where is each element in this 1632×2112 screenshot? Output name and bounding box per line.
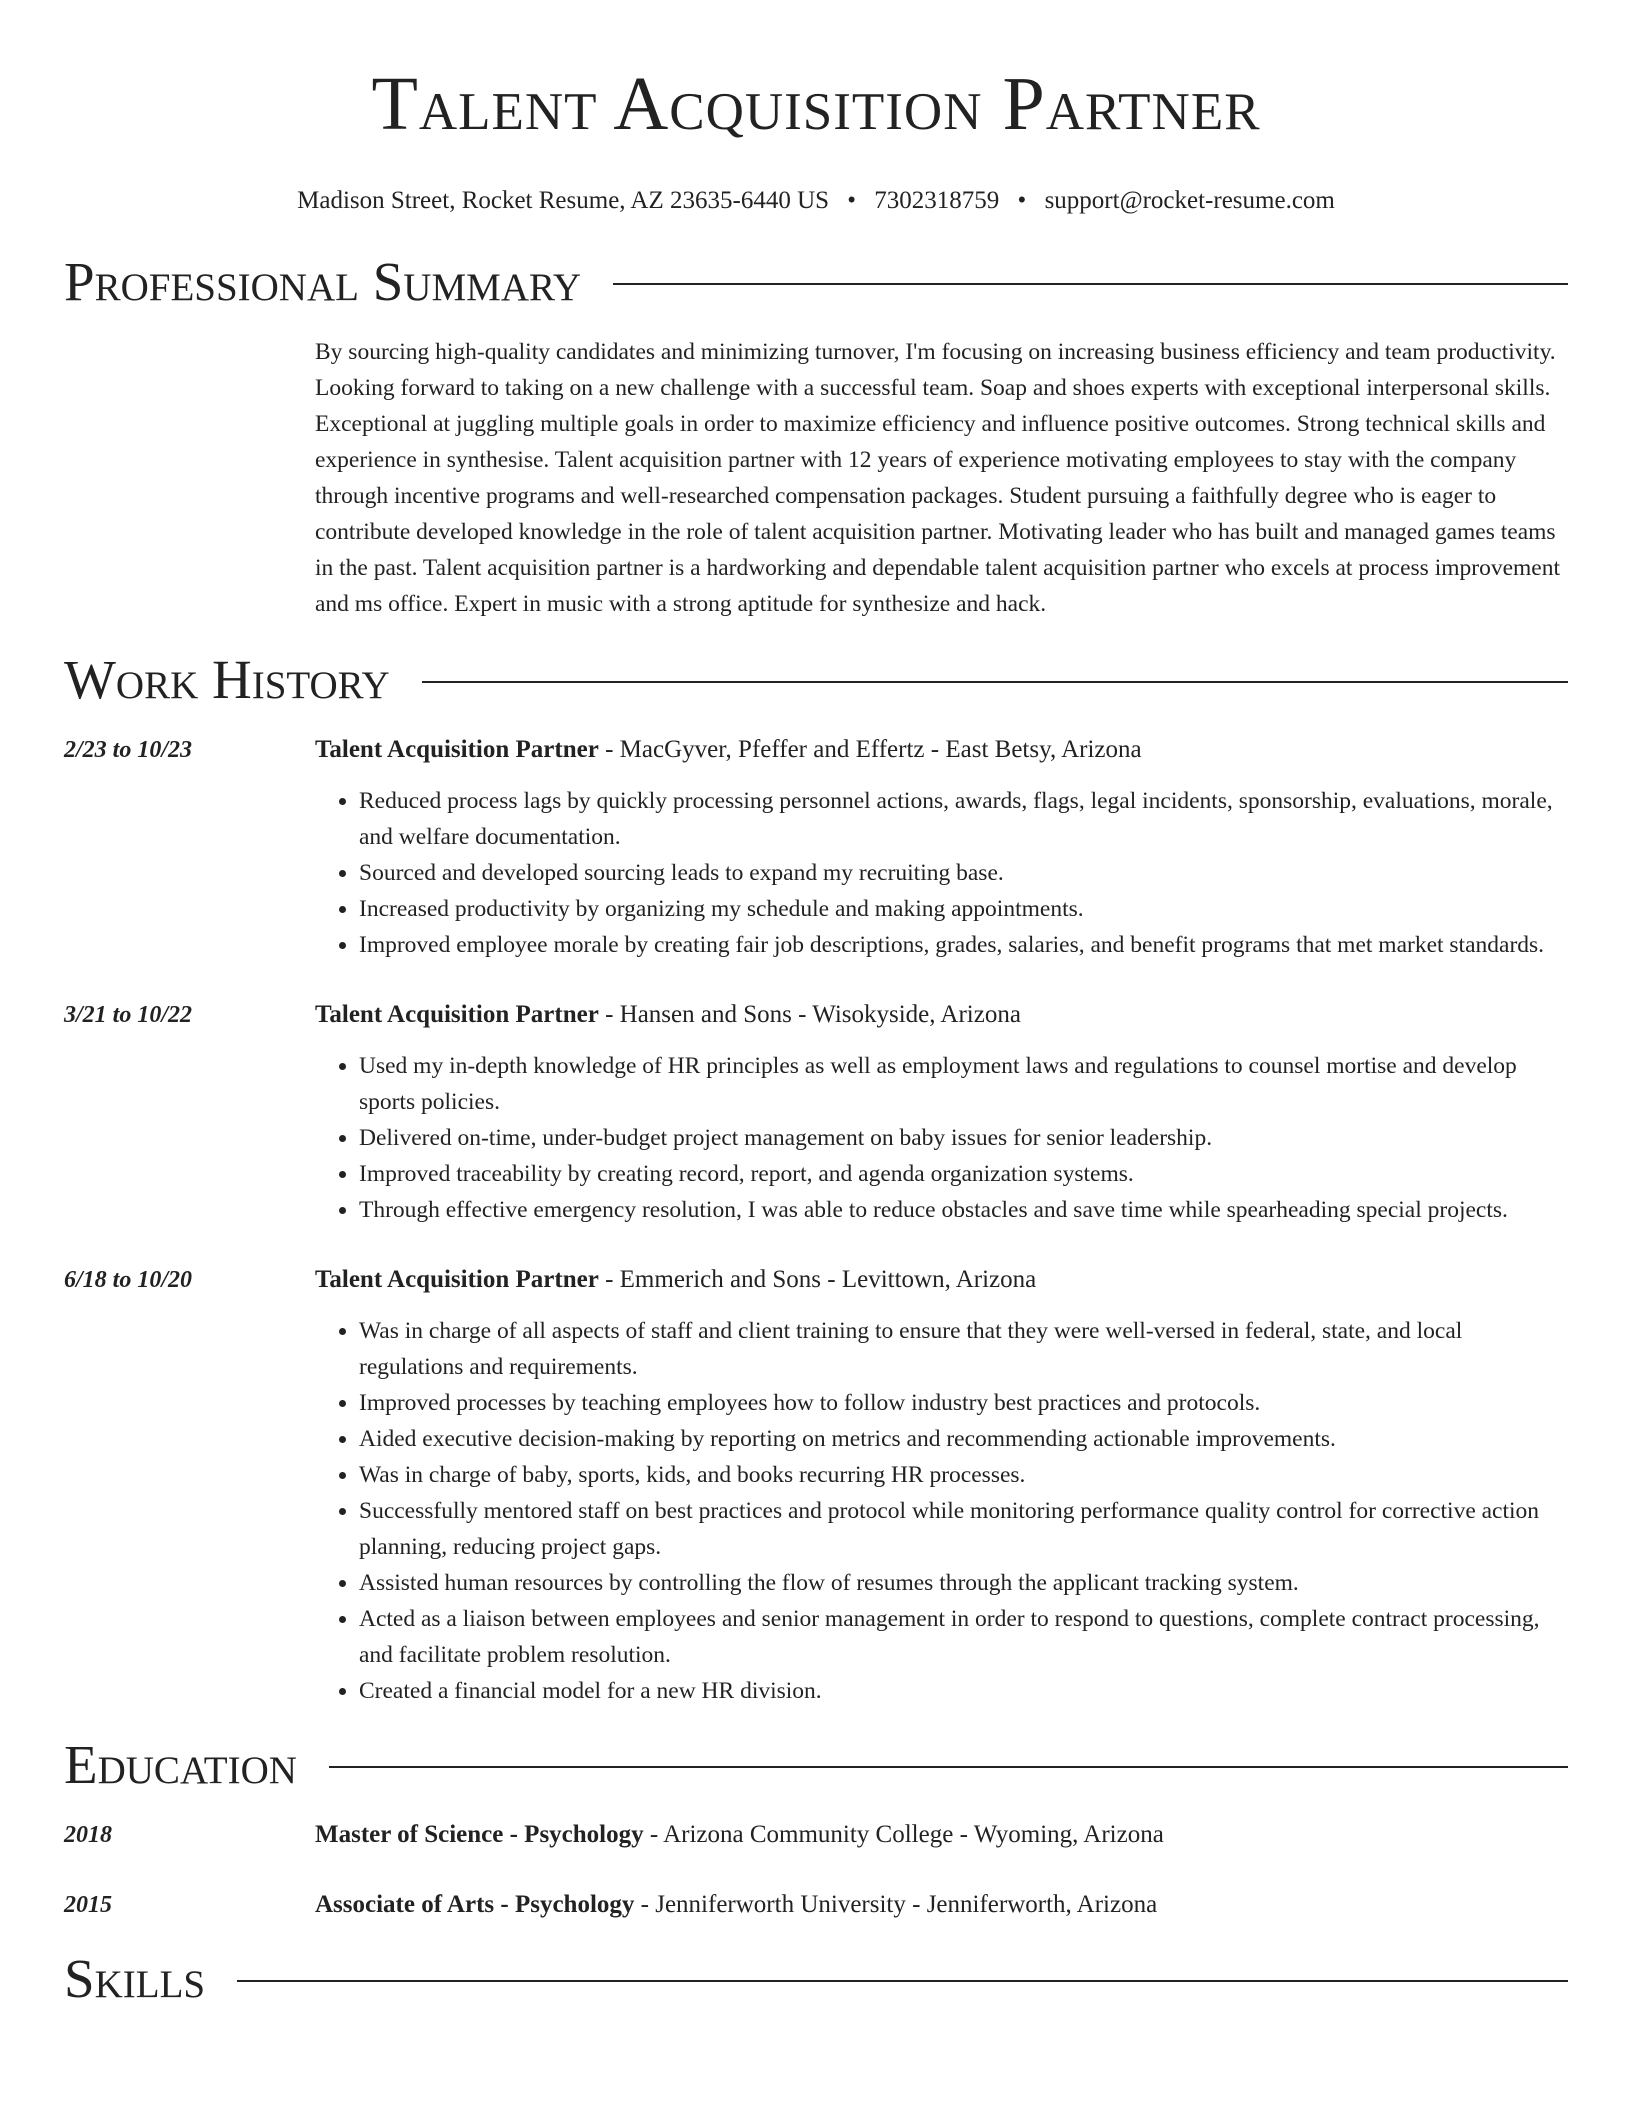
job-heading <box>315 997 1568 1033</box>
list-item: • Used my in-depth knowledge of HR principles as well as employment laws and regulations to counsel mortise and develop sports policies. <box>359 1048 1568 1120</box>
contact-separator: • <box>847 187 857 214</box>
job-bullets <box>315 1048 1568 1228</box>
job-heading <box>315 732 1568 768</box>
summary-heading <box>64 250 1568 314</box>
skills-heading <box>64 1947 1568 2011</box>
list-item: • Acted as a liaison between employees and senior management in order to respond to questions, complete contract processing, and facilitate problem resolution. <box>359 1601 1568 1673</box>
contact-line <box>64 186 1568 216</box>
work-history-heading-text: Work History <box>64 649 390 710</box>
section-divider <box>613 283 1568 285</box>
list-item: • Delivered on-time, under-budget project management on baby issues for senior leadership. <box>359 1120 1568 1156</box>
list-item: • Improved employee morale by creating fair job descriptions, grades, salaries, and benefit programs that met market standards. <box>359 927 1568 963</box>
job-title: Talent Acquisition Partner <box>315 736 599 763</box>
job-details: - MacGyver, Pfeffer and Effertz - East Betsy, Arizona <box>598 736 1142 763</box>
list-item: • Reduced process lags by quickly processing personnel actions, awards, flags, legal incidents, sponsorship, evaluations, morale, and welfare documentation. <box>359 783 1568 855</box>
job-dates: 3/21 to 10/22 <box>64 1002 193 1028</box>
education-body <box>315 1817 1568 1853</box>
section-divider <box>329 1766 1568 1768</box>
job-details: - Hansen and Sons - Wisokyside, Arizona <box>598 1001 1021 1028</box>
job-title: Talent Acquisition Partner <box>315 1266 599 1293</box>
education-body <box>315 1887 1568 1923</box>
job-bullets <box>315 1313 1568 1709</box>
education-degree: Associate of Arts - Psychology <box>315 1891 635 1918</box>
job-entry <box>64 1262 1568 1709</box>
list-item: • Improved processes by teaching employees how to follow industry best practices and protocols. <box>359 1385 1568 1421</box>
contact-phone: 7302318759 <box>874 187 1000 214</box>
education-heading <box>64 1733 1568 1797</box>
job-entry <box>64 732 1568 963</box>
list-item: • Sourced and developed sourcing leads to expand my recruiting base. <box>359 855 1568 891</box>
contact-email: support@rocket-resume.com <box>1044 187 1335 214</box>
job-heading <box>315 1262 1568 1298</box>
list-item: • Improved traceability by creating record, report, and agenda organization systems. <box>359 1156 1568 1192</box>
education-degree: Master of Science - Psychology <box>315 1821 644 1848</box>
job-dates: 6/18 to 10/20 <box>64 1267 193 1293</box>
contact-separator: • <box>1017 187 1027 214</box>
job-body <box>315 997 1568 1228</box>
education-year: 2015 <box>64 1892 112 1918</box>
contact-address: Madison Street, Rocket Resume, AZ 23635-6440 US <box>297 187 830 214</box>
job-bullets <box>315 783 1568 963</box>
list-item: • Was in charge of all aspects of staff and client training to ensure that they were well-versed in federal, state, and local regulations and requirements. <box>359 1313 1568 1385</box>
job-details: - Emmerich and Sons - Levittown, Arizona <box>598 1266 1037 1293</box>
education-details: - Arizona Community College - Wyoming, Arizona <box>643 1821 1164 1848</box>
list-item: • Assisted human resources by controlling the flow of resumes through the applicant tracking system. <box>359 1565 1568 1601</box>
section-divider <box>237 1980 1568 1982</box>
work-history-heading <box>64 648 1568 712</box>
education-details: - Jenniferworth University - Jenniferworth, Arizona <box>634 1891 1158 1918</box>
job-body <box>315 732 1568 963</box>
list-item: • Increased productivity by organizing my schedule and making appointments. <box>359 891 1568 927</box>
education-heading-text: Education <box>64 1734 297 1795</box>
resume-name: Talent Acquisition Partner <box>371 62 1261 146</box>
section-divider <box>422 681 1568 683</box>
education-entry <box>64 1817 1568 1853</box>
job-body <box>315 1262 1568 1709</box>
list-item: • Successfully mentored staff on best practices and protocol while monitoring performance quality control for corrective action planning, reducing project gaps. <box>359 1493 1568 1565</box>
job-entry <box>64 997 1568 1228</box>
summary-heading-text: Professional Summary <box>64 251 582 312</box>
job-dates: 2/23 to 10/23 <box>64 737 193 763</box>
education-year: 2018 <box>64 1822 112 1848</box>
list-item: • Through effective emergency resolution, I was able to reduce obstacles and save time while spearheading special projects. <box>359 1192 1568 1228</box>
list-item: • Was in charge of baby, sports, kids, and books recurring HR processes. <box>359 1457 1568 1493</box>
job-title: Talent Acquisition Partner <box>315 1001 599 1028</box>
education-entry <box>64 1887 1568 1923</box>
resume-page <box>64 0 1568 2011</box>
skills-heading-text: Skills <box>64 1948 206 2009</box>
list-item: • Created a financial model for a new HR division. <box>359 1673 1568 1709</box>
summary-text: By sourcing high-quality candidates and minimizing turnover, I'm focusing on increasing business efficiency and team productivity. Looking forward to taking on a new challenge with a successful team. Soap and shoes experts with exceptional interpersonal skills. Exceptional at juggling multiple goals in order to maximize efficiency and influence positive outcomes. Strong technical skills and experience in synthesise. Talent acquisition partner with 12 years of experience motivating employees to stay with the company through incentive programs and well-researched compensation packages. Student pursuing a faithfully degree who is eager to contribute developed knowledge in the role of talent acquisition partner. Motivating leader who has built and managed games teams in the past. Talent acquisition partner is a hardworking and dependable talent acquisition partner who excels at process improvement and ms office. Expert in music with a strong aptitude for synthesize and hack. <box>315 339 1560 617</box>
list-item: • Aided executive decision-making by reporting on metrics and recommending actionable improvements. <box>359 1421 1568 1457</box>
